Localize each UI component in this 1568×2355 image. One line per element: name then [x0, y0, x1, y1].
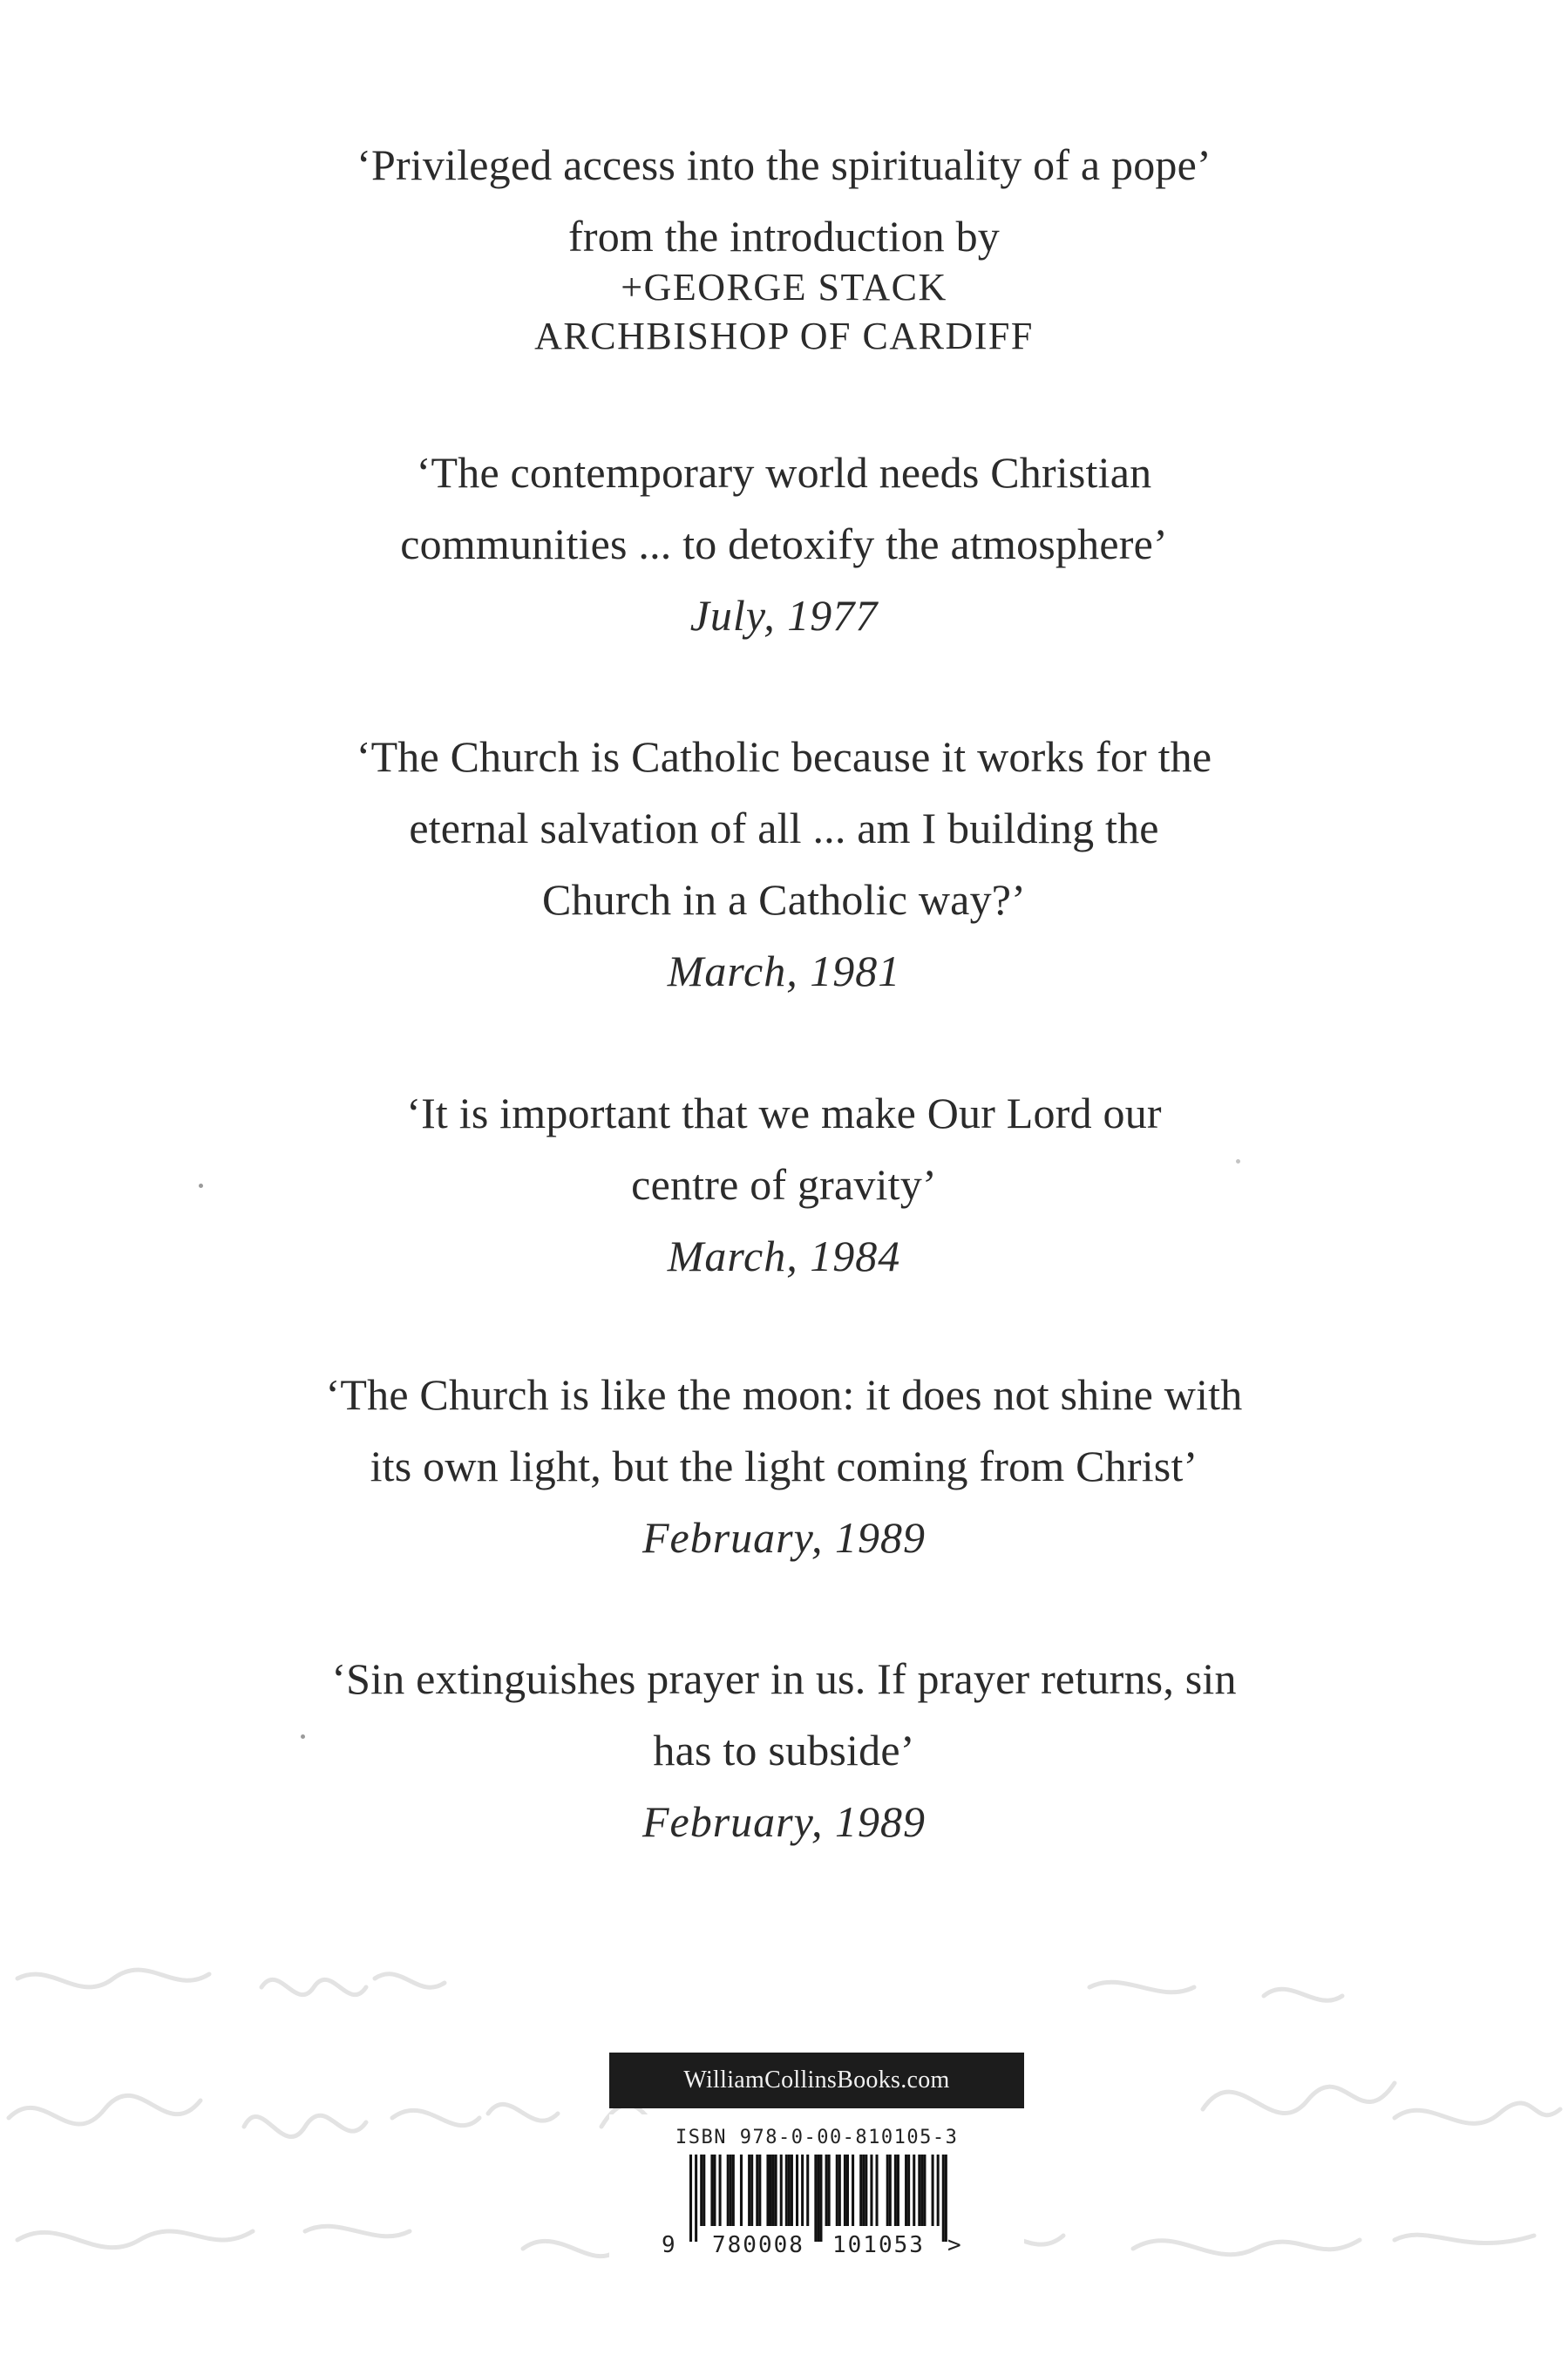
barcode-bar	[772, 2155, 775, 2226]
barcode-bar	[713, 2155, 716, 2226]
barcode-bar	[862, 2155, 865, 2226]
barcode-bar	[689, 2155, 692, 2242]
barcode-bar	[727, 2155, 730, 2226]
barcode-left-group: 780008	[712, 2232, 804, 2258]
barcode-bar	[918, 2155, 920, 2226]
barcode-bar	[814, 2155, 817, 2242]
barcode-bar	[750, 2155, 753, 2226]
intro-author-title: ARCHBISHOP OF CARDIFF	[534, 315, 1034, 357]
barcode-bar	[703, 2155, 705, 2226]
barcode-bar	[770, 2155, 772, 2226]
quote-date: July, 1977	[689, 591, 879, 640]
barcode-bar	[766, 2155, 769, 2226]
quote-line: ‘It is important that we make Our Lord our	[406, 1089, 1162, 1137]
quote-4	[0, 1359, 1568, 1573]
quote-line: ‘The Church is like the moon: it does not shine with	[325, 1370, 1243, 1419]
barcode-bar	[844, 2155, 846, 2226]
quote-date: February, 1989	[641, 1797, 927, 1846]
quote-line: ‘The Church is Catholic because it works for the	[356, 732, 1212, 781]
barcode-bar	[846, 2155, 849, 2226]
barcode-bar	[913, 2155, 915, 2226]
barcode-bar	[796, 2155, 798, 2226]
barcode-bar	[905, 2155, 907, 2226]
barcode-bar	[732, 2155, 735, 2226]
barcode-bar	[889, 2155, 892, 2226]
scan-speck	[1236, 1159, 1240, 1164]
quote-line: ‘Sin extinguishes prayer in us. If prayer returns, sin	[331, 1654, 1237, 1703]
intro-author: +GEORGE STACK	[621, 266, 947, 309]
barcode-bar	[819, 2155, 822, 2242]
quote-line: eternal salvation of all ... am I building the	[409, 804, 1159, 852]
barcode-bar	[870, 2155, 872, 2226]
scan-speck	[301, 1734, 305, 1739]
quote-5	[0, 1643, 1568, 1857]
barcode-bar	[756, 2155, 758, 2226]
barcode-bar	[886, 2155, 889, 2226]
barcode-bar	[920, 2155, 923, 2226]
barcode-bar	[780, 2155, 783, 2226]
barcode-bar	[825, 2155, 828, 2226]
barcode-bar	[710, 2155, 713, 2226]
scan-speck	[199, 1184, 203, 1188]
barcode-bar	[865, 2155, 867, 2226]
quote-date: March, 1984	[667, 1232, 901, 1280]
barcode-bar	[758, 2155, 761, 2226]
barcode-bar	[836, 2155, 838, 2226]
barcode-bar	[894, 2155, 897, 2226]
barcode-bar	[828, 2155, 831, 2226]
quote-line: centre of gravity’	[631, 1160, 937, 1209]
quote-line: has to subside’	[653, 1726, 915, 1775]
isbn-barcode	[609, 2114, 1024, 2264]
barcode-bar	[719, 2155, 722, 2226]
quote-line: communities ... to detoxify the atmosphere’	[400, 519, 1168, 568]
barcode-bar	[740, 2155, 743, 2226]
intro-quote: ‘Privileged access into the spirituality of a pope’	[356, 140, 1212, 189]
quote-3	[0, 1077, 1568, 1292]
quote-1	[0, 437, 1568, 651]
barcode-right-group: 101053	[832, 2232, 925, 2258]
intro-source: from the introduction by	[568, 212, 1000, 261]
quote-line: Church in a Catholic way?’	[541, 875, 1027, 924]
barcode-bar	[801, 2155, 804, 2226]
barcode-end-mark: >	[947, 2232, 963, 2258]
barcode-bar	[700, 2155, 703, 2226]
quote-line: its own light, but the light coming from Christ’	[370, 1442, 1198, 1490]
barcode-bar	[775, 2155, 777, 2226]
quote-line: ‘The contemporary world needs Christian	[416, 448, 1152, 497]
barcode-bar	[838, 2155, 841, 2226]
isbn-label: ISBN 978-0-00-810105-3	[675, 2127, 959, 2148]
barcode-lead-digit: 9	[662, 2232, 677, 2258]
barcode-bar	[806, 2155, 809, 2226]
barcode-bar	[897, 2155, 899, 2226]
barcode-bar	[748, 2155, 750, 2226]
barcode-bar	[730, 2155, 732, 2226]
barcode-bar	[937, 2155, 940, 2226]
barcode-bar	[788, 2155, 791, 2226]
barcode-bar	[817, 2155, 819, 2242]
barcode-bar	[876, 2155, 879, 2226]
barcode-bar	[932, 2155, 934, 2226]
intro-block	[0, 129, 1568, 361]
barcode-bar	[907, 2155, 910, 2226]
barcode-bar	[785, 2155, 788, 2226]
barcode-bar	[791, 2155, 793, 2226]
barcode-bar	[945, 2155, 947, 2242]
barcode-bar	[923, 2155, 926, 2226]
quote-2	[0, 721, 1568, 1007]
quote-date: March, 1981	[667, 947, 901, 995]
barcode-bar	[942, 2155, 945, 2242]
publisher-website-banner: WilliamCollinsBooks.com	[609, 2053, 1024, 2108]
barcode-bar	[852, 2155, 854, 2226]
barcode-bar	[695, 2155, 697, 2242]
barcode-bar	[859, 2155, 862, 2226]
quote-date: February, 1989	[641, 1513, 927, 1562]
